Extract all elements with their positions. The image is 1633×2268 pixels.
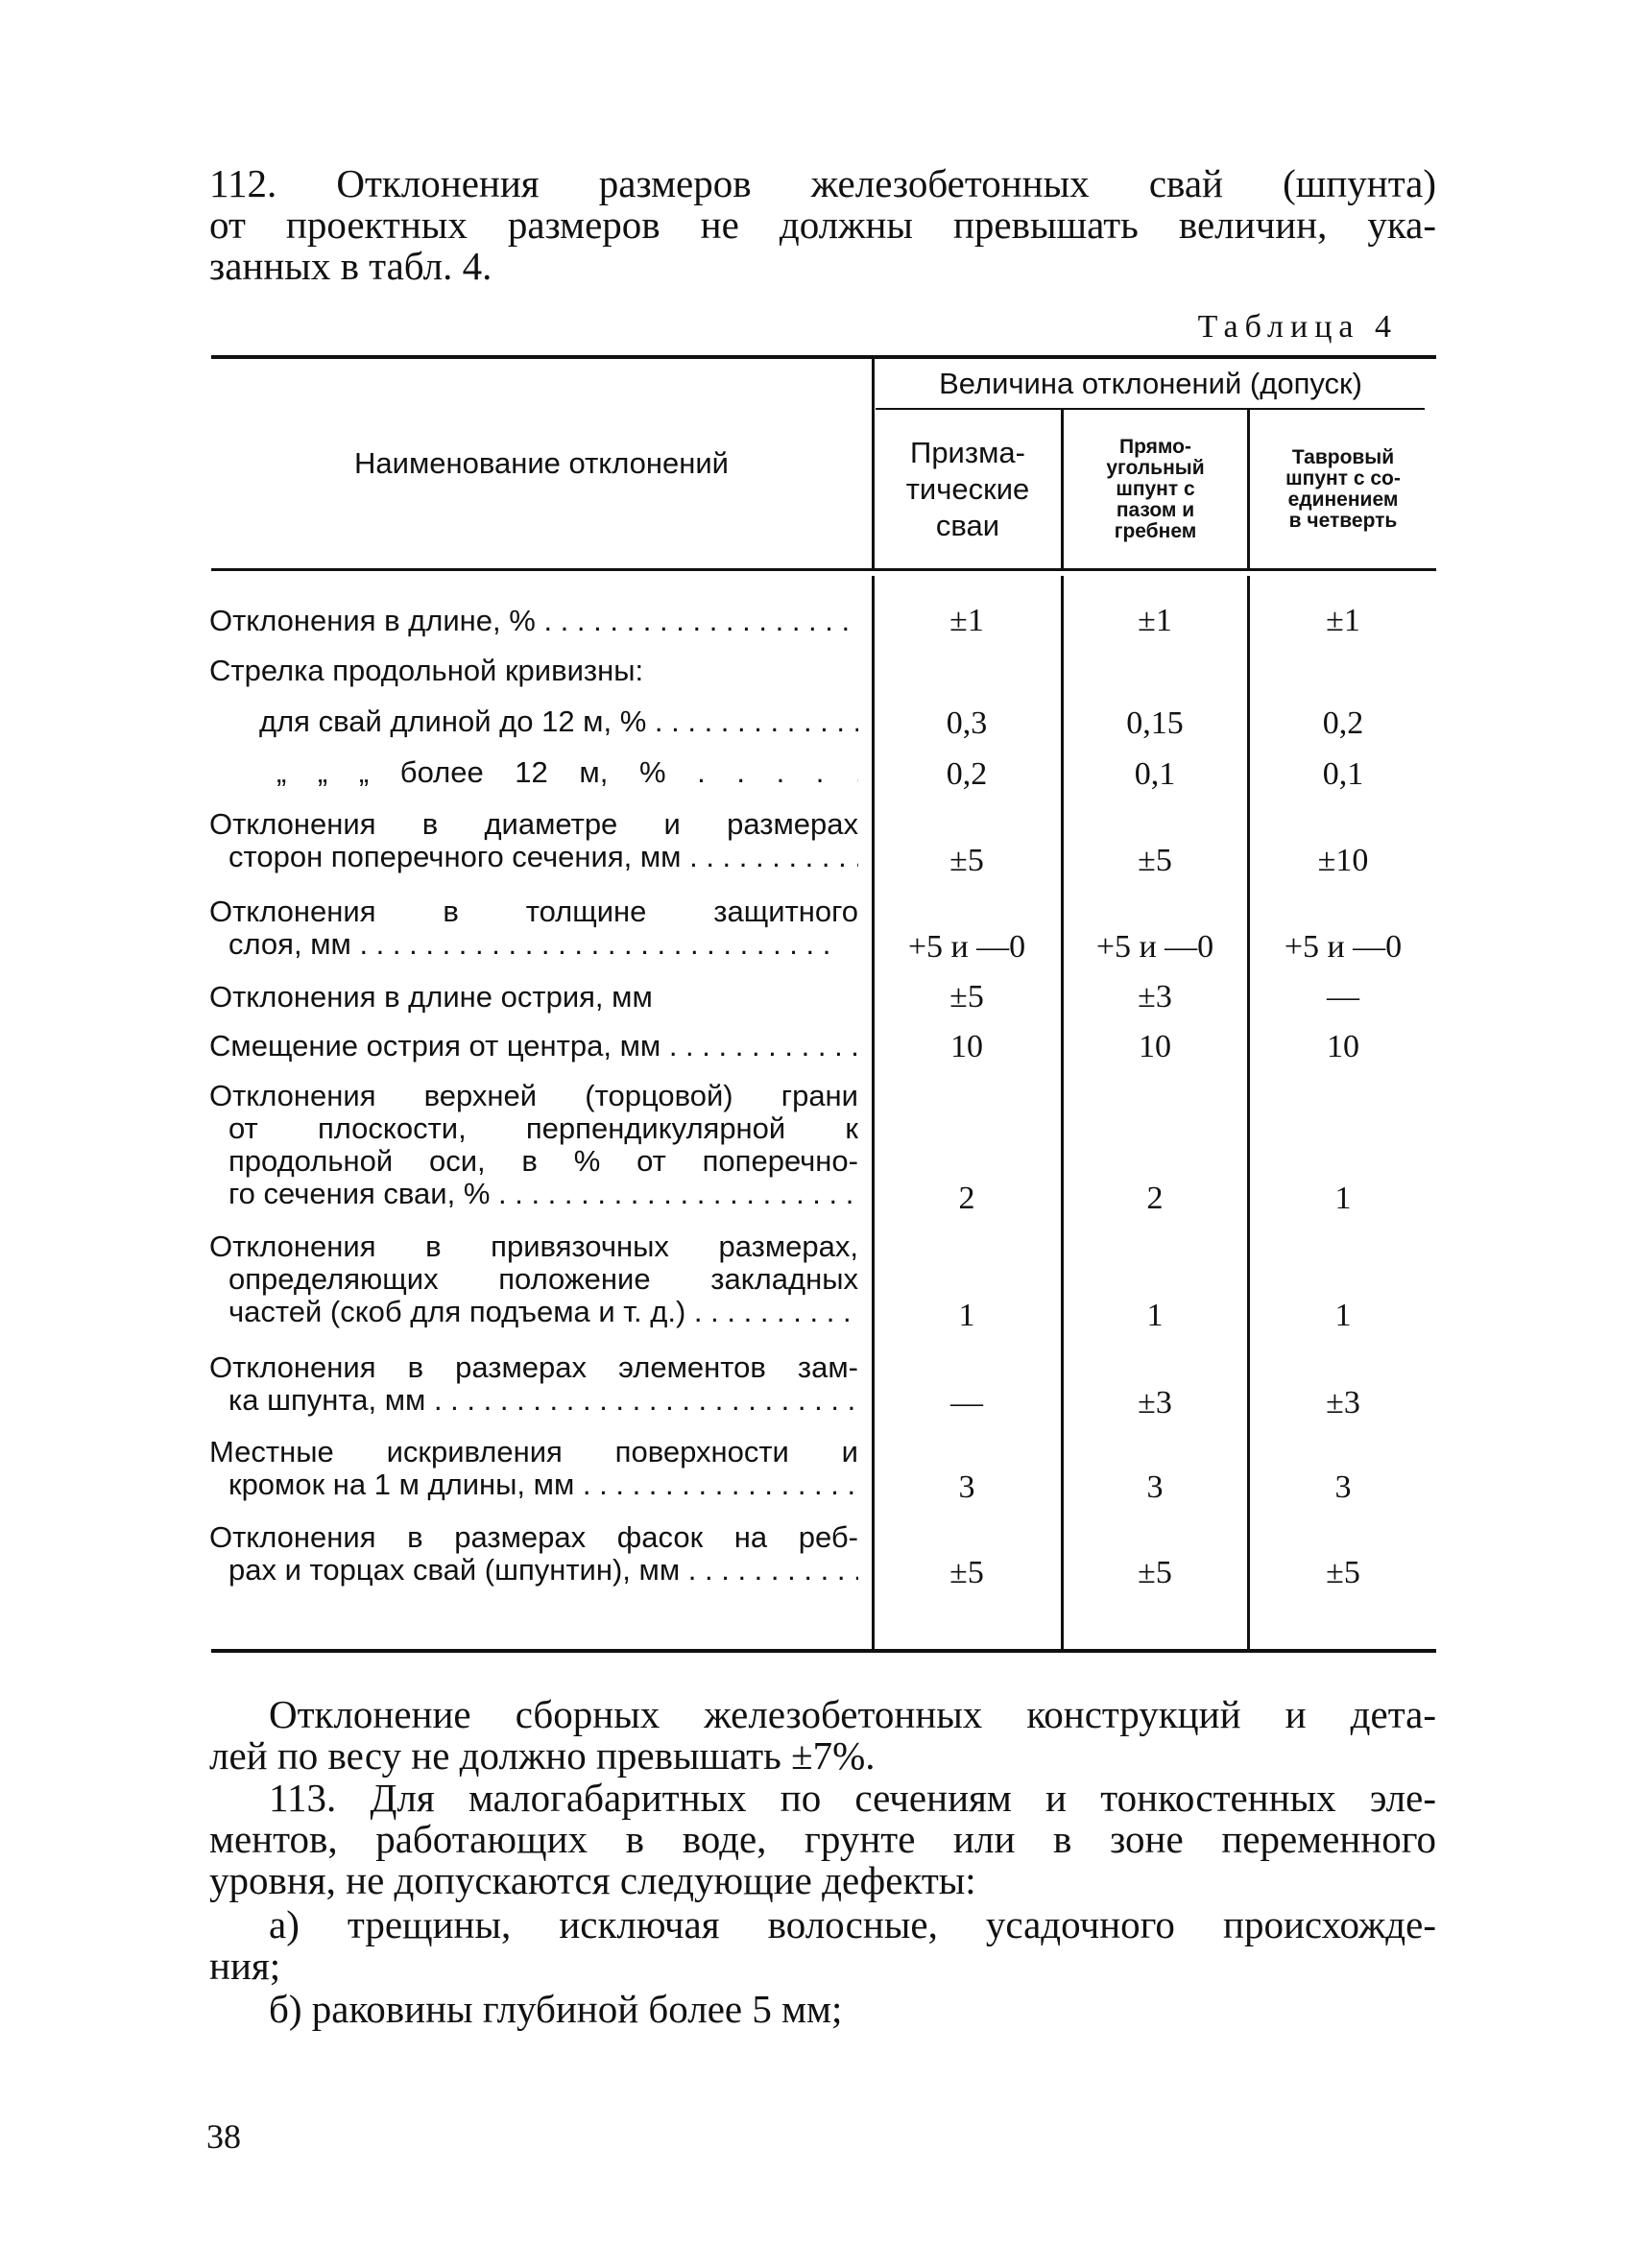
header-line: в четверть: [1288, 510, 1398, 532]
row-label: [209, 1230, 858, 1328]
header-line: шпунт с со-: [1285, 467, 1401, 489]
row-value: 2: [1146, 1181, 1164, 1216]
row-value: 3: [1334, 1469, 1352, 1505]
header-line: сваи: [935, 509, 1000, 542]
header-line: тические: [905, 472, 1030, 506]
row-value: 3: [958, 1469, 975, 1505]
row-value: +5 и —0: [1095, 929, 1214, 965]
row-value: ±1: [949, 603, 984, 638]
row-value: ±3: [1138, 1385, 1172, 1420]
text-line: ния;: [209, 1944, 281, 1988]
row-label: [209, 1436, 858, 1501]
row-label-line: рах и торцах свай (шпунтин), мм . . .: [209, 1554, 858, 1587]
group-header-rule: [876, 408, 1425, 410]
row-label-line: кромок на 1 м длины, мм . . .: [209, 1468, 858, 1501]
text-line: лей по весу не должно превышать ±7%.: [209, 1733, 876, 1778]
text-line: 113. Для малогабаритных по сечениям и тонкостенных эле-: [269, 1776, 1436, 1820]
row-label: [209, 1521, 858, 1587]
row-value: 1: [1334, 1298, 1352, 1333]
column-divider: [1247, 576, 1250, 1649]
row-label-line: от плоскости, перпендикулярной к: [228, 1112, 858, 1145]
row-label: [209, 981, 858, 1014]
page-number: 38: [206, 2117, 241, 2156]
row-value: ±5: [1138, 843, 1172, 878]
row-value: ±1: [1138, 603, 1172, 638]
list-item-b: [209, 1989, 1436, 2030]
text-line: от проектных размеров не должны превышать величин, ука-: [209, 203, 1436, 247]
row-value: 10: [1139, 1029, 1171, 1064]
row-label-line: Отклонения в размерах элементов зам-: [209, 1351, 858, 1384]
paragraph-weight: [209, 1694, 1436, 1777]
text-line: ментов, работающих в воде, грунте или в зоне переменного: [209, 1817, 1436, 1861]
row-value: 0,2: [946, 756, 988, 792]
row-label: [209, 756, 858, 789]
row-label-line: го сечения сваи, % . . .: [209, 1178, 858, 1210]
row-label-line: сторон поперечного сечения, мм . . .: [209, 841, 858, 873]
row-value: +5 и —0: [907, 929, 1026, 965]
row-value: ±1: [1326, 603, 1360, 638]
row-label-line: Отклонения в длине, % . . .: [209, 605, 858, 637]
header-line: Тавровый: [1291, 446, 1395, 468]
header-line: Прямо-: [1119, 436, 1191, 458]
row-value: 3: [1146, 1469, 1164, 1505]
row-label: [209, 808, 858, 873]
paragraph-113: [209, 1778, 1436, 1901]
header-line: пазом и: [1116, 499, 1195, 521]
text-line: а) трещины, исключая волосные, усадочного происхожде-: [269, 1902, 1436, 1946]
row-value: 0,15: [1126, 705, 1184, 741]
header-bottom-rule: [211, 568, 1436, 571]
row-label: [209, 1351, 858, 1417]
header-line: единением: [1287, 489, 1399, 511]
text-line: Отклонение сборных железобетонных конструкций и дета-: [269, 1692, 1436, 1736]
header-col-tee: [1250, 411, 1436, 568]
row-label: [209, 605, 858, 637]
row-label-line: ка шпунта, мм . . .: [209, 1384, 858, 1417]
row-value: —: [1327, 979, 1359, 1015]
header-col-prismatic: [875, 411, 1061, 568]
row-value: ±3: [1326, 1385, 1360, 1420]
text-line: занных в табл. 4.: [209, 244, 492, 288]
text-line: 112. Отклонения размеров железобетонных свай (шпунта): [209, 161, 1436, 205]
list-item-a: [209, 1904, 1436, 1987]
row-label-line: Отклонения в размерах фасок на реб-: [209, 1521, 858, 1554]
row-value: 0,1: [1134, 756, 1176, 792]
header-line: гребнем: [1114, 520, 1197, 542]
row-value: ±5: [949, 843, 984, 878]
row-label-line: определяющих положение закладных: [228, 1263, 858, 1296]
paragraph-112: [209, 163, 1436, 287]
row-label-line: Отклонения в толщине защитного: [209, 895, 858, 928]
row-label: [209, 1080, 858, 1210]
row-label-line: Отклонения верхней (торцовой) грани: [209, 1080, 858, 1112]
header-group: Величина отклонений (допуск): [939, 367, 1362, 400]
row-label-line: для свай длиной до 12 м, % . . .: [209, 705, 858, 738]
row-value: ±10: [1317, 843, 1369, 878]
row-label: [209, 705, 858, 738]
row-value: ±5: [949, 1555, 984, 1590]
row-label-line: „ „ „ более 12 м, % . . .: [209, 756, 858, 789]
row-label-line: Местные искривления поверхности и: [209, 1436, 858, 1468]
row-label: [209, 1030, 858, 1062]
row-value: 1: [1334, 1181, 1352, 1216]
row-value: 1: [958, 1298, 975, 1333]
row-label-line: частей (скоб для подъема и т. д.) . . .: [209, 1296, 858, 1328]
row-value: ±3: [1138, 979, 1172, 1015]
row-label-line: Отклонения в диаметре и размерах: [209, 808, 858, 841]
row-value: 10: [950, 1029, 983, 1064]
header-line: угольный: [1106, 457, 1205, 479]
row-value: 0,1: [1322, 756, 1364, 792]
row-label-line: Отклонения в привязочных размерах,: [209, 1230, 858, 1263]
row-label-line: продольной оси, в % от поперечно-: [228, 1145, 858, 1178]
row-label-line: слоя, мм . . .: [209, 928, 858, 961]
row-value: 2: [958, 1181, 975, 1216]
row-value: 0,2: [1322, 705, 1364, 741]
row-label: [209, 895, 858, 961]
row-value: ±5: [1326, 1555, 1360, 1590]
row-value: —: [950, 1385, 983, 1420]
row-value: +5 и —0: [1284, 929, 1403, 965]
header-col-rectangular: [1064, 411, 1247, 568]
row-value: ±5: [1138, 1555, 1172, 1590]
header-name: Наименование отклонений: [354, 446, 729, 480]
table-bottom-rule: [211, 1649, 1436, 1653]
column-divider: [872, 576, 875, 1649]
row-label: [209, 655, 858, 687]
table-caption: Таблица 4: [1197, 309, 1398, 345]
header-line: шпунт с: [1116, 478, 1195, 500]
row-value: 1: [1146, 1298, 1164, 1333]
header-line: Призма-: [910, 436, 1025, 469]
row-value: 0,3: [946, 705, 988, 741]
row-label-line: Отклонения в длине острия, мм: [209, 981, 653, 1014]
row-label-line: Стрелка продольной кривизны:: [209, 655, 644, 687]
text-line: уровня, не допускаются следующие дефекты:: [209, 1858, 976, 1902]
row-label-line: Смещение острия от центра, мм . . .: [209, 1030, 858, 1062]
row-value: 10: [1327, 1029, 1359, 1064]
row-value: ±5: [949, 979, 984, 1015]
text-line: б) раковины глубиной более 5 мм;: [269, 1987, 843, 2031]
